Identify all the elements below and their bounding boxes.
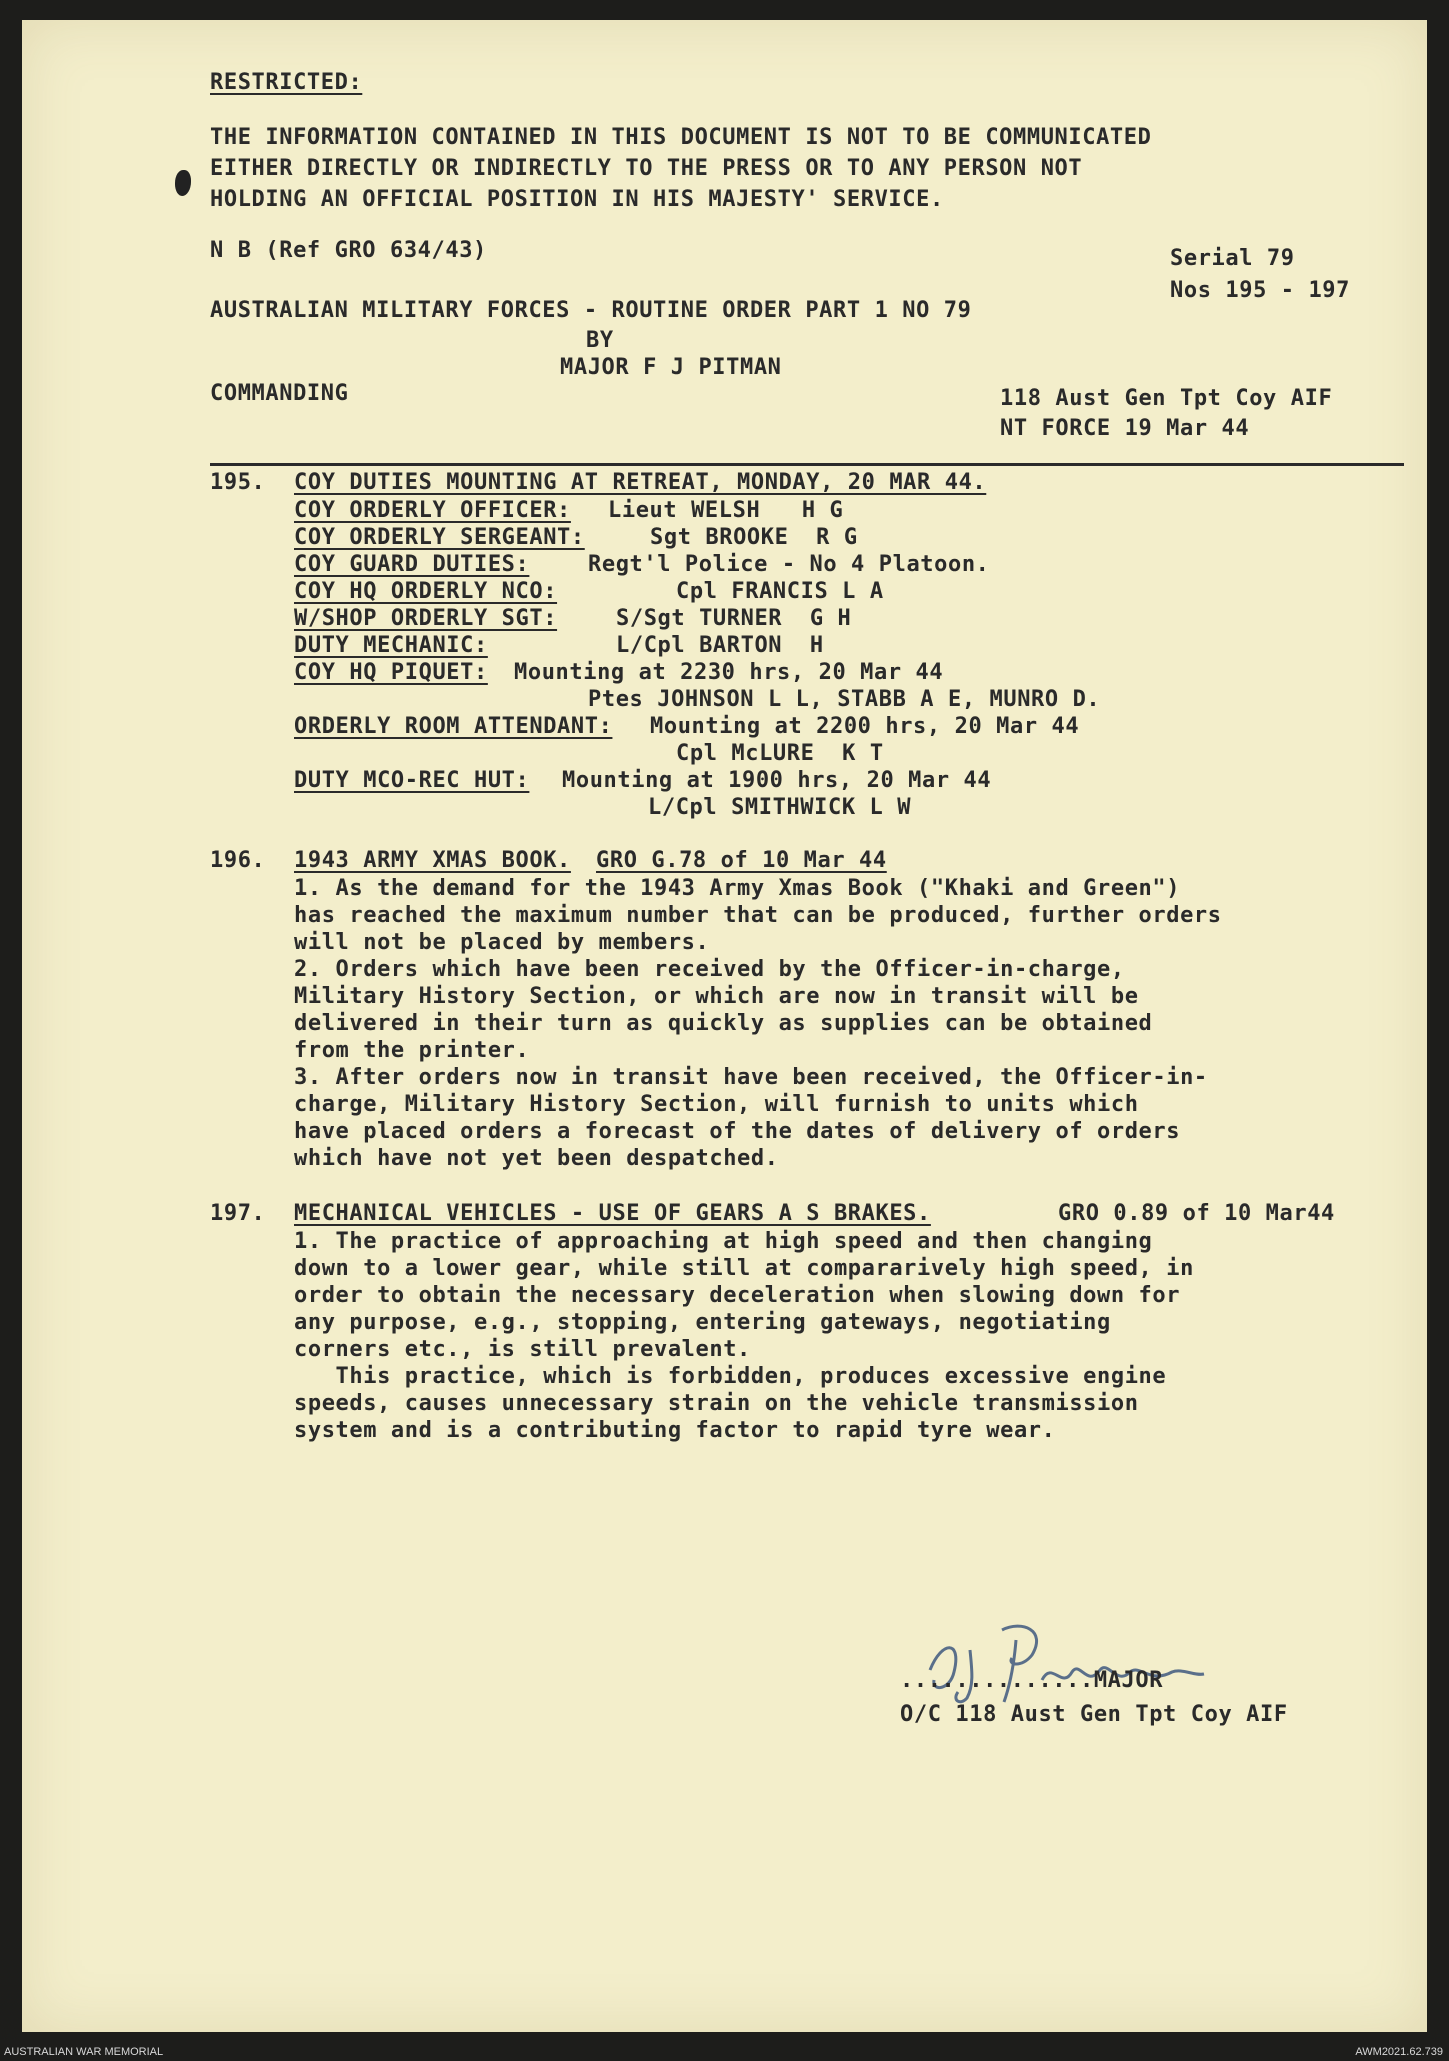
order-197-reference: GRO 0.89 of 10 Mar44: [1058, 1201, 1335, 1226]
section-divider: [210, 463, 1404, 466]
duty-value: L/Cpl SMITHWICK L W: [648, 795, 912, 820]
order-197-number: 197.: [210, 1201, 266, 1226]
order-196-line: charge, Military History Section, will furnish to units which: [294, 1092, 1139, 1117]
duty-value: Cpl FRANCIS L A: [676, 579, 884, 604]
order-197-line: 1. The practice of approaching at high speed and then changing: [294, 1229, 1153, 1254]
notice-line-1: THE INFORMATION CONTAINED IN THIS DOCUMENT IS NOT TO BE COMMUNICATED: [210, 125, 1152, 150]
duty-value: Sgt BROOKE R G: [650, 525, 858, 550]
footer-catalogue-id: AWM2021.62.739: [1355, 2046, 1443, 2058]
order-196-line: have placed orders a forecast of the dates of delivery of orders: [294, 1119, 1181, 1144]
order-title: AUSTRALIAN MILITARY FORCES - ROUTINE ORDER PART 1 NO 79: [210, 298, 972, 323]
order-197-line: corners etc., is still prevalent.: [294, 1337, 751, 1362]
duty-value: Mounting at 2230 hrs, 20 Mar 44: [514, 660, 944, 685]
duty-value: L/Cpl BARTON H: [616, 633, 824, 658]
order-197-line: speeds, causes unnecessary strain on the vehicle transmission: [294, 1391, 1139, 1416]
ink-blot: [175, 170, 191, 196]
duty-label: DUTY MCO-REC HUT:: [294, 768, 530, 793]
nb-reference: N B (Ref GRO 634/43): [210, 238, 487, 263]
duty-value: Ptes JOHNSON L L, STABB A E, MUNRO D.: [588, 687, 1101, 712]
force-date: NT FORCE 19 Mar 44: [1000, 416, 1250, 441]
signature-rank-line: ..............MAJOR: [900, 1668, 1164, 1693]
commanding-officer-name: MAJOR F J PITMAN: [560, 355, 782, 380]
order-197-line: down to a lower gear, while still at compararively high speed, in: [294, 1256, 1194, 1281]
duty-value: Mounting at 1900 hrs, 20 Mar 44: [562, 768, 992, 793]
order-196-line: delivered in their turn as quickly as supplies can be obtained: [294, 1011, 1153, 1036]
duty-label: COY GUARD DUTIES:: [294, 552, 530, 577]
signature-unit-line: O/C 118 Aust Gen Tpt Coy AIF: [900, 1702, 1288, 1727]
unit-name: 118 Aust Gen Tpt Coy AIF: [1000, 386, 1333, 411]
duty-value: Mounting at 2200 hrs, 20 Mar 44: [650, 714, 1080, 739]
order-196-line: 2. Orders which have been received by the Officer-in-charge,: [294, 957, 1125, 982]
duty-label: COY HQ ORDERLY NCO:: [294, 579, 558, 604]
order-197-line: any purpose, e.g., stopping, entering gateways, negotiating: [294, 1310, 1111, 1335]
serial-number: Serial 79: [1170, 246, 1295, 271]
order-195-heading: COY DUTIES MOUNTING AT RETREAT, MONDAY, 20 MAR 44.: [294, 470, 987, 495]
order-numbers: Nos 195 - 197: [1170, 278, 1350, 303]
notice-line-2: EITHER DIRECTLY OR INDIRECTLY TO THE PRESS OR TO ANY PERSON NOT: [210, 156, 1083, 181]
order-196-line: which have not yet been despatched.: [294, 1146, 779, 1171]
duty-label: DUTY MECHANIC:: [294, 633, 488, 658]
duty-label: W/SHOP ORDERLY SGT:: [294, 606, 558, 631]
restricted-label: RESTRICTED:: [210, 70, 363, 95]
order-196-line: 1. As the demand for the 1943 Army Xmas Book ("Khaki and Green"): [294, 876, 1181, 901]
order-196-line: from the printer.: [294, 1038, 530, 1063]
order-197-line: order to obtain the necessary deceleration when slowing down for: [294, 1283, 1181, 1308]
duty-value: Cpl McLURE K T: [676, 741, 884, 766]
order-196-line: will not be placed by members.: [294, 930, 710, 955]
order-197-heading: MECHANICAL VEHICLES - USE OF GEARS A S BRAKES.: [294, 1201, 931, 1226]
order-196-line: 3. After orders now in transit have been received, the Officer-in-: [294, 1065, 1208, 1090]
footer-archive-name: AUSTRALIAN WAR MEMORIAL: [4, 2046, 164, 2058]
order-195-number: 195.: [210, 470, 266, 495]
duty-value: Regt'l Police - No 4 Platoon.: [588, 552, 990, 577]
order-197-line: This practice, which is forbidden, produces excessive engine: [294, 1364, 1167, 1389]
duty-value: Lieut WELSH H G: [608, 498, 844, 523]
order-196-reference: GRO G.78 of 10 Mar 44: [596, 848, 887, 873]
order-197-line: system and is a contributing factor to rapid tyre wear.: [294, 1418, 1056, 1443]
order-196-line: has reached the maximum number that can be produced, further orders: [294, 903, 1222, 928]
duty-value: S/Sgt TURNER G H: [616, 606, 852, 631]
duty-label: COY ORDERLY SERGEANT:: [294, 525, 585, 550]
duty-label: ORDERLY ROOM ATTENDANT:: [294, 714, 613, 739]
order-196-number: 196.: [210, 848, 266, 873]
order-196-heading: 1943 ARMY XMAS BOOK.: [294, 848, 571, 873]
document-page: [22, 20, 1427, 2032]
notice-line-3: HOLDING AN OFFICIAL POSITION IN HIS MAJESTY' SERVICE.: [210, 187, 944, 212]
duty-label: COY HQ PIQUET:: [294, 660, 488, 685]
commanding-label: COMMANDING: [210, 381, 349, 406]
by-line: BY: [586, 328, 614, 353]
order-196-line: Military History Section, or which are now in transit will be: [294, 984, 1139, 1009]
duty-label: COY ORDERLY OFFICER:: [294, 498, 571, 523]
